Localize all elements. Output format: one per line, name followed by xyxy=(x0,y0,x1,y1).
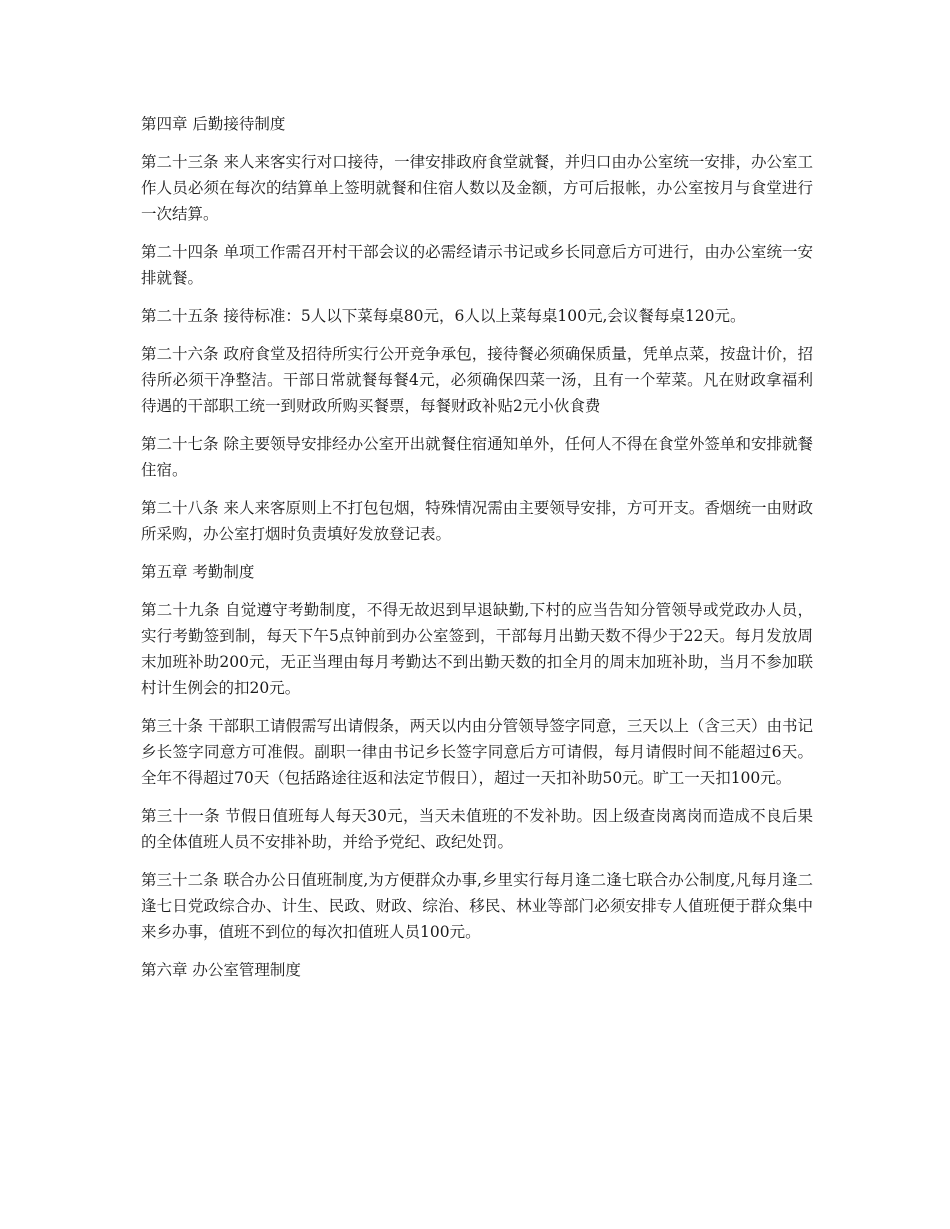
chapter-heading: 第六章 办公室管理制度 xyxy=(141,961,301,979)
article-26: 第二十六条 政府食堂及招待所实行公开竞争承包，接待餐必须确保质量，凭单点菜，按盘计价，招待所必须干净整洁。干部日常就餐每餐4元，必须确保四菜一汤，且有一个荤菜。凡在财政拿福利待遇的干部职工统一到财政所购买餐票，每餐财政补贴2元小伙食费 xyxy=(141,345,813,415)
article-29: 第二十九条 自觉遵守考勤制度，不得无故迟到早退缺勤,下村的应当告知分管领导或党政办人员，实行考勤签到制，每天下午5点钟前到办公室签到，干部每月出勤天数不得少于22天。每月发放周末加班补助200元，无正当理由每月考勤达不到出勤天数的扣全月的周末加班补助，当月不参加联村计生例会的扣20元。 xyxy=(141,601,813,697)
article-24: 第二十四条 单项工作需召开村干部会议的必需经请示书记或乡长同意后方可进行，由办公室统一安排就餐。 xyxy=(141,243,813,287)
article-32: 第三十二条 联合办公日值班制度,为方便群众办事,乡里实行每月逢二逢七联合办公制度,凡每月逢二逢七日党政综合办、计生、民政、财政、综治、移民、林业等部门必须安排专人值班便于群众集中来乡办事，值班不到位的每次扣值班人员100元。 xyxy=(141,871,813,941)
chapter-heading: 第四章 后勤接待制度 xyxy=(141,115,286,133)
article-27: 第二十七条 除主要领导安排经办公室开出就餐住宿通知单外，任何人不得在食堂外签单和安排就餐住宿。 xyxy=(141,435,813,479)
article-30: 第三十条 干部职工请假需写出请假条，两天以内由分管领导签字同意，三天以上（含三天）由书记乡长签字同意方可准假。副职一律由书记乡长签字同意后方可请假，每月请假时间不能超过6天。全年不得超过70天（包括路途往返和法定节假日），超过一天扣补助50元。旷工一天扣100元。 xyxy=(141,717,813,787)
article-25: 第二十五条 接待标准：5人以下菜每桌80元，6人以上菜每桌100元,会议餐每桌120元。 xyxy=(141,307,746,325)
article-31: 第三十一条 节假日值班每人每天30元，当天未值班的不发补助。因上级查岗离岗而造成不良后果的全体值班人员不安排补助，并给予党纪、政纪处罚。 xyxy=(141,807,813,851)
article-23: 第二十三条 来人来客实行对口接待，一律安排政府食堂就餐，并归口由办公室统一安排，办公室工作人员必须在每次的结算单上签明就餐和住宿人数以及金额，方可后报帐，办公室按月与食堂进行一次结算。 xyxy=(141,153,813,223)
article-28: 第二十八条 来人来客原则上不打包包烟，特殊情况需由主要领导安排，方可开支。香烟统一由财政所采购，办公室打烟时负责填好发放登记表。 xyxy=(141,499,813,543)
chapter-heading: 第五章 考勤制度 xyxy=(141,563,255,581)
document-page xyxy=(141,111,813,995)
